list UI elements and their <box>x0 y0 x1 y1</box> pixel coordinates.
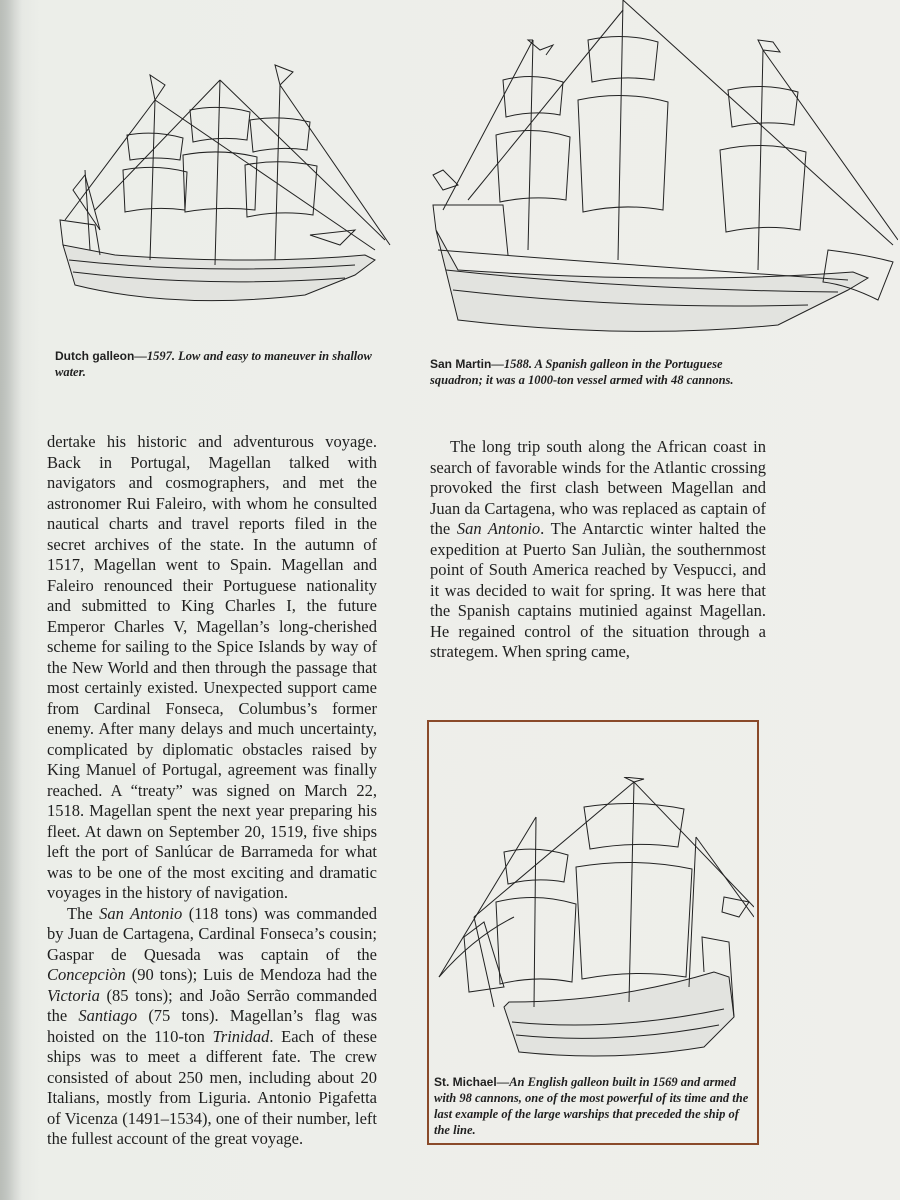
left-column-text <box>47 432 377 1150</box>
st-michael-caption-text: —An English galleon built in 1569 and armed with 98 cannons, one of the most powerful of its time and the last example of the large warships that preceded the ship of the line. <box>434 1075 749 1137</box>
st-michael-caption-title: St. Michael <box>434 1075 497 1089</box>
dutch-galleon-caption-text: —1597. Low and easy to maneuver in shallow water. <box>55 349 372 379</box>
san-martin-caption <box>430 356 760 388</box>
dutch-galleon-caption <box>55 348 375 380</box>
san-martin-caption-title: San Martin <box>430 357 492 371</box>
ship-name-trinidad: Trinidad <box>212 1026 270 1046</box>
ship-name-santiago: Santiago <box>78 1006 138 1025</box>
dutch-galleon-caption-title: Dutch galleon <box>55 349 135 363</box>
st-michael-galleon-illustration <box>434 777 754 1077</box>
left-p2-c: (90 tons); Luis de Mendoza had the <box>125 965 377 984</box>
right-column-text <box>430 437 766 663</box>
dutch-galleon-illustration <box>55 60 395 330</box>
san-martin-caption-text: —1588. A Spanish galleon in the Portuguese squadron; it was a 1000-ton vessel armed with 48 cannons. <box>430 357 734 387</box>
right-p1-b: . The Antarctic winter halted the expedition at Puerto San Juliàn, the southernmost point of South America reached by Vespucci, and it was decided to wait for spring. It was here that the Spanish captains mutinied against Magellan. He regained control of the situation through a strategem. When spring came, <box>430 519 766 661</box>
ship-name-concepcion: Concepciòn <box>47 965 126 984</box>
san-martin-galleon-illustration <box>428 0 898 345</box>
left-paragraph-2 <box>47 904 377 1150</box>
ship-name-victoria: Victoria <box>47 985 100 1005</box>
left-paragraph-1: dertake his historic and adventurous voyage. Back in Portugal, Magellan talked with navigators and cosmographers, and met the astronomer Rui Faleiro, with whom he consulted nautical charts and travel reports filed in the secret archives of the state. In the autumn of 1517, Magellan went to Spain. Magellan and Faleiro renounced their Portuguese nationality and submitted to King Charles I, the future Emperor Charles V, Magellan’s long-cherished scheme for sailing to the Spice Islands by way of the New World and then through the passage that most certainly existed. Unexpected support came from Cardinal Fonseca, Columbus’s former enemy. After many delays and much uncertainty, complicated by diplomatic obstacles raised by King Manuel of Portugal, agreement was finally reached. A “treaty” was signed on March 22, 1518. Magellan spent the next year preparing his fleet. At dawn on September 20, 1519, five ships left the port of Sanlúcar de Barrameda for what was to be one of the most exciting and dramatic voyages in the history of navigation. <box>47 432 377 902</box>
page-binding-shadow <box>0 0 22 1200</box>
ship-name-san-antonio-2: San Antonio <box>456 519 541 538</box>
st-michael-frame <box>427 720 759 1145</box>
st-michael-caption <box>434 1074 756 1138</box>
left-p2-d: (85 tons); and João Serrão commanded the <box>47 985 377 1025</box>
left-p2-a: The <box>67 903 100 923</box>
left-p2-f: . Each of these ships was to meet a different fate. The crew consisted of about 250 men, including about 20 Italians, mostly from Liguria. Antonio Pigafetta of Vicenza (1491–1534), one of their number, left the fullest account of the great voyage. <box>47 1026 378 1148</box>
ship-name-san-antonio: San Antonio <box>99 903 183 923</box>
right-paragraph-1 <box>430 437 766 663</box>
left-p2-e: (75 tons). Magellan’s flag was hoisted on the 110-ton <box>47 1006 377 1046</box>
left-p2-b: (118 tons) was commanded by Juan de Cartagena, Cardinal Fonseca’s cousin; Gaspar de Quesada was captain of the <box>47 903 377 964</box>
right-p1-a: The long trip south along the African coast in search of favorable winds for the Atlantic crossing provoked the first clash between Magellan and Juan da Cartagena, who was replaced as captain of the <box>430 437 766 538</box>
